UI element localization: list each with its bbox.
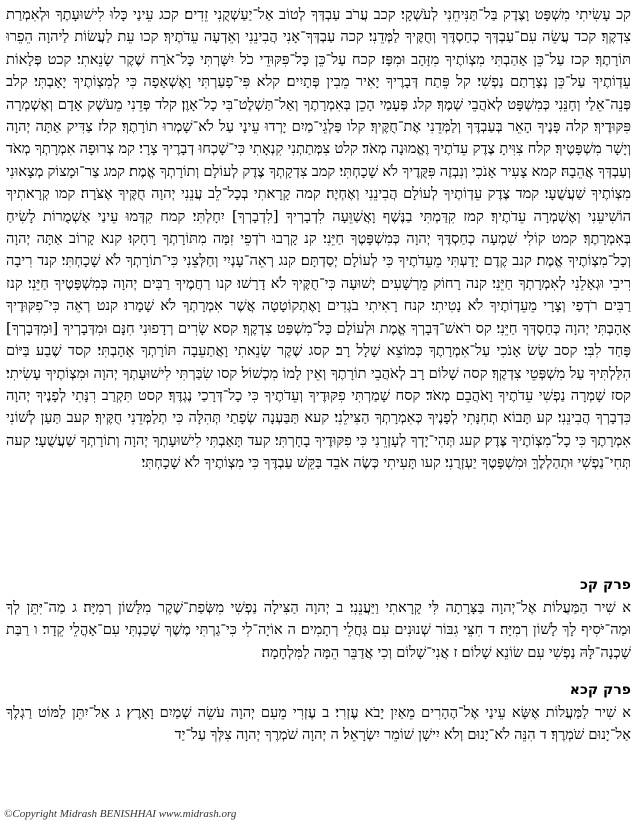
chapter-title: פרק קכא [569, 682, 631, 698]
chapter-text: א שִׁיר הַמַּעֲלוֹת אֶל־יְהוָה בַּצָּרָתָה לִּי קָרָאתִי וַיַּעֲנֵנִי׃ ב יְהוָה הַצִּילָה נַפְשִׁי מִשְּׂפַת־שֶׁקֶר מִלָּשׁוֹן רְמִיָּה׃ ג מַה־יִּתֵּן לְךָ וּמַה־יֹּסִיף לָךְ לָשׁוֹן רְמִיָּה׃ ד חִצֵּי גִבּוֹר שְׁנוּנִים עִם גַּחֲלֵי רְתָמִים׃ ה אוֹיָה־לִי כִּי־גַרְתִּי מֶשֶׁךְ שָׁכַנְתִּי עִם־אָהֳלֵי קֵדָר׃ ו רַבַּת שָׁכְנָה־לָּהּ נַפְשִׁי עִם שׂוֹנֵא שָׁלוֹם׃ ז אֲנִי־שָׁלוֹם וְכִי אֲדַבֵּר הֵמָּה לַמִּלְחָמָה׃ [6, 599, 631, 661]
psalm-119-continuation-text: קכ עָשִׂיתִי מִשְׁפָּט וָצֶדֶק בַּל־תַּנִּיחֵנִי לְעֹשְׁקָי׃ קכב עֲרֹב עַבְדְּךָ לְטוֹב אַל־יַעַשְׁקֻנִי זֵדִים׃ קכג עֵינַי כָּלוּ לִישׁוּעָתֶךָ וּלְאִמְרַת צִדְקֶךָ׃ קכד עֲשֵׂה עִם־עַבְדְּךָ כְחַסְדֶּךָ וְחֻקֶּיךָ לַמְּדֵנִי׃ קכה עַבְדְּךָ־אָנִי הֲבִינֵנִי וְאֵדְעָה עֵדֹתֶיךָ׃ קכו עֵת לַעֲשׂוֹת לַיהוָה הֵפֵרוּ תּוֹרָתֶךָ׃ קכז עַל־כֵּן אָהַבְתִּי מִצְוֹתֶיךָ מִזָּהָב וּמִפָּז׃ קכח עַל־כֵּן כָּל־פִּקּוּדֵי כֹל יִשָּׁרְתִּי כָּל־אֹרַח שֶׁקֶר שָׂנֵאתִי׃ קכט פְּלָאוֹת עֵדְוֹתֶיךָ עַל־כֵּן נְצָרָתַם נַפְשִׁי׃ קל פֵּתַח דְּבָרֶיךָ יָאִיר מֵבִין פְּתָיִים׃ קלא פִּי־פָעַרְתִּי וָאֶשְׁאָפָה כִּי לְמִצְוֹתֶיךָ יָאָבְתִּי׃ קלב פְּנֵה־אֵלַי וְחָנֵּנִי כְּמִשְׁפָּט לְאֹהֲבֵי שְׁמֶךָ׃ קלג פְּעָמַי הָכֵן בְּאִמְרָתֶךָ וְאַל־תַּשְׁלֶט־בִּי כָל־אָוֶן׃ קלד פְּדֵנִי מֵעֹשֶׁק אָדָם וְאֶשְׁמְרָה פִּקּוּדֶיךָ׃ קלה פָּנֶיךָ הָאֵר בְּעַבְדֶּךָ וְלַמְּדֵנִי אֶת־חֻקֶּיךָ׃ קלו פַּלְגֵי־מַיִם יָרְדוּ עֵינָי עַל לֹא־שָׁמְרוּ תוֹרָתֶךָ׃ קלז צַדִּיק אַתָּה יְהוָה וְיָשָׁר מִשְׁפָּטֶיךָ׃ קלח צִוִּיתָ צֶדֶק עֵדֹתֶיךָ וֶאֱמוּנָה מְאֹד׃ קלט צִמְּתַתְנִי קִנְאָתִי כִּי־שָׁכְחוּ דְבָרֶיךָ צָרָי׃ קמ צְרוּפָה אִמְרָתְךָ מְאֹד וְעַבְדְּךָ אֲהֵבָהּ׃ קמא צָעִיר אָנֹכִי וְנִבְזֶה פִּקֻּדֶיךָ לֹא שָׁכָחְתִּי׃ קמב צִדְקָתְךָ צֶדֶק לְעוֹלָם וְתוֹרָתְךָ אֱמֶת׃ קמג צַר־וּמָצוֹק מְצָאוּנִי מִצְוֹתֶיךָ שַׁעֲשֻׁעָי׃ קמד צֶדֶק עֵדְוֹתֶיךָ לְעוֹלָם הֲבִינֵנִי וְאֶחְיֶה׃ קמה קָרָאתִי בְכָל־לֵב עֲנֵנִי יְהוָה חֻקֶּיךָ אֶצֹּרָה׃ קמו קְרָאתִיךָ הוֹשִׁיעֵנִי וְאֶשְׁמְרָה עֵדֹתֶיךָ׃ קמז קִדַּמְתִּי בַנֶּשֶׁף וָאֲשַׁוֵּעָה לִדְבָרְיךָ [לִדְבָרְךָ] יִחָלְתִּי׃ קמח קִדְּמוּ עֵינַי אַשְׁמֻרוֹת לָשִׂיחַ בְּאִמְרָתֶךָ׃ קמט קוֹלִי שִׁמְעָה כְחַסְדֶּךָ יְהוָה כְּמִשְׁפָּטֶךָ חַיֵּנִי׃ קנ קָרְבוּ רֹדְפֵי זִמָּה מִתּוֹרָתְךָ רָחָקוּ׃ קנא קָרוֹב אַתָּה יְהוָה וְכָל־מִצְוֹתֶיךָ אֱמֶת׃ קנב קֶדֶם יָדַעְתִּי מֵעֵדֹתֶיךָ כִּי לְעוֹלָם יְסַדְתָּם׃ קנג רְאֵה־עָנְיִי וְחַלְּצֵנִי כִּי־תוֹרָתְךָ לֹא שָׁכָחְתִּי׃ קנד רִיבָה רִיבִי וּגְאָלֵנִי לְאִמְרָתְךָ חַיֵּנִי׃ קנה רָחוֹק מֵרְשָׁעִים יְשׁוּעָה כִּי־חֻקֶּיךָ לֹא דָרָשׁוּ׃ קנו רַחֲמֶיךָ רַבִּים יְהוָה כְּמִשְׁפָּטֶיךָ חַיֵּנִי׃ קנז רַבִּים רֹדְפַי וְצָרָי מֵעֵדְוֹתֶיךָ לֹא נָטִיתִי׃ קנח רָאִיתִי בֹגְדִים וָאֶתְקוֹטָטָה אֲשֶׁר אִמְרָתְךָ לֹא שָׁמָרוּ׃ קנט רְאֵה כִּי־פִקּוּדֶיךָ אָהָבְתִּי יְהוָה כְּחַסְדְּךָ חַיֵּנִי׃ קס רֹאשׁ־דְּבָרְךָ אֱמֶת וּלְעוֹלָם כָּל־מִשְׁפַּט צִדְקֶךָ׃ קסא שָׂרִים רְדָפוּנִי חִנָּם וּמִדְּבָרְיךָ [וּמִדְּבָרְךָ] פָּחַד לִבִּי׃ קסב שָׂשׂ אָנֹכִי עַל־אִמְרָתֶךָ כְּמוֹצֵא שָׁלָל רָב׃ קסג שֶׁקֶר שָׂנֵאתִי וָאֲתַעֵבָה תּוֹרָתְךָ אָהָבְתִּי׃ קסד שֶׁבַע בַּיּוֹם הִלַּלְתִּיךָ עַל מִשְׁפְּטֵי צִדְקֶךָ׃ קסה שָׁלוֹם רָב לְאֹהֲבֵי תוֹרָתֶךָ וְאֵין לָמוֹ מִכְשׁוֹל׃ קסו שִׂבַּרְתִּי לִישׁוּעָתְךָ יְהוָה וּמִצְוֹתֶיךָ עָשִׂיתִי׃ קסז שָׁמְרָה נַפְשִׁי עֵדֹתֶיךָ וָאֹהֲבֵם מְאֹד׃ קסח שָׁמַרְתִּי פִקּוּדֶיךָ וְעֵדֹתֶיךָ כִּי כָל־דְּרָכַי נֶגְדֶּךָ׃ קסט תִּקְרַב רִנָּתִי לְפָנֶיךָ יְהוָה כִּדְבָרְךָ הֲבִינֵנִי׃ קע תָּבוֹא תְחִנָּתִי לְפָנֶיךָ כְּאִמְרָתְךָ הַצִּילֵנִי׃ קעא תַּבַּעְנָה שְׂפָתַי תְּהִלָּה כִּי תְלַמְּדֵנִי חֻקֶּיךָ׃ קעב תַּעַן לְשׁוֹנִי אִמְרָתֶךָ כִּי כָל־מִצְוֹתֶיךָ צֶּדֶק׃ קעג תְּהִי־יָדְךָ לְעָזְרֵנִי כִּי פִקּוּדֶיךָ בָחָרְתִּי׃ קעד תָּאַבְתִּי לִישׁוּעָתְךָ יְהוָה וְתוֹרָתְךָ שַׁעֲשֻׁעָי׃ קעה תְּחִי־נַפְשִׁי וּתְהַלְלֶךָּ וּמִשְׁפָּטֶךָ יַעְזְרֻנִי׃ קעו תָּעִיתִי כְּשֶׂה אֹבֵד בַּקֵּשׁ עַבְדֶּךָ כִּי מִצְוֹתֶיךָ לֹא שָׁכָחְתִּי׃ [6, 6, 631, 472]
chapter-121-section [6, 681, 631, 748]
chapter-120-section [6, 576, 631, 665]
chapter-text: א שִׁיר לַמַּעֲלוֹת אֶשָּׂא עֵינַי אֶל־הֶהָרִים מֵאַיִן יָבֹא עֶזְרִי׃ ב עֶזְרִי מֵעִם יְהוָה עֹשֵׂה שָׁמַיִם וָאָרֶץ׃ ג אַל־יִתֵּן לַמּוֹט רַגְלֶךָ אַל־יָנוּם שֹׁמְרֶךָ׃ ד הִנֵּה לֹא־יָנוּם וְלֹא יִישָׁן שׁוֹמֵר יִשְׂרָאֵל׃ ה יְהוָה שֹׁמְרֶךָ יְהוָה צִלְּךָ עַל־יַד [6, 704, 631, 744]
document-page [6, 4, 631, 748]
copyright-notice: ©Copyright Midrash BENISHHAI www.midrash.org [4, 808, 237, 820]
chapter-title: פרק קכ [579, 577, 631, 593]
